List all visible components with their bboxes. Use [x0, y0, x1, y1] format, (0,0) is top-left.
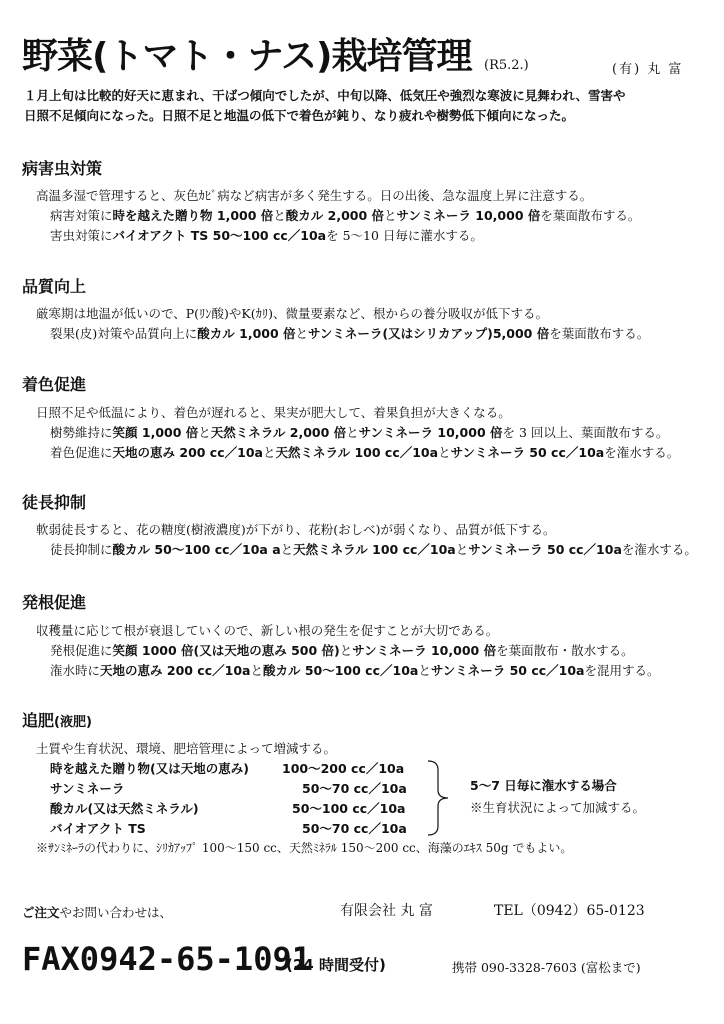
- text: を混用する。: [584, 663, 660, 678]
- intro-paragraph: [24, 86, 704, 126]
- product-tenchi: 天地の恵み 200 cc／10a: [100, 663, 251, 678]
- text: 害虫対策に: [50, 228, 113, 243]
- text: と: [262, 445, 276, 460]
- section-heading-quality: 品質向上: [22, 277, 87, 296]
- product-bioact: バイオアクト TS 50～100 cc／10a: [112, 228, 327, 243]
- text: を葉面散布する。: [540, 208, 641, 223]
- right-brace-icon: [426, 760, 450, 836]
- product-tennen-mineral: 天然ミネラル 2,000 倍: [210, 425, 347, 440]
- root-line-1: 収穫量に応じて根が衰退していくので、新しい根の発生を促すことが大切である。: [36, 623, 499, 638]
- root-line-2: [50, 641, 634, 659]
- contact-company: 有限会社 丸 富: [340, 903, 433, 919]
- product-tenchi: 天地の恵み 200 cc／10a: [112, 445, 263, 460]
- text: と: [339, 643, 353, 658]
- order-rest: やお問い合わせは、: [59, 905, 173, 920]
- fertilizer-item-name: 時を越えた贈り物(又は天地の恵み): [50, 761, 249, 776]
- pest-line-3: [50, 226, 483, 244]
- text: と: [198, 425, 211, 440]
- section-heading-color: 着色促進: [22, 375, 87, 394]
- product-egao: 笑顔 1000 倍(又は天地の恵み 500 倍): [112, 643, 340, 658]
- fertilizer-item-name: バイオアクト TS: [50, 821, 146, 836]
- product-egao: 笑顔 1,000 倍: [112, 425, 199, 440]
- text: 発根促進に: [50, 643, 113, 658]
- product-sanminera: サンミネーラ 10,000 倍: [352, 643, 497, 658]
- text: と: [346, 425, 359, 440]
- section-heading-growth: 徒長抑制: [22, 493, 87, 512]
- product-sancal: 酸カル 50～100 cc／10a a: [112, 542, 281, 557]
- text: 病害対策に: [50, 208, 113, 223]
- intro-line-2: 日照不足傾向になった。日照不足と地温の低下で着色が鈍り、なり疲れや樹勢低下傾向になった。: [24, 108, 575, 123]
- growth-line-2: [50, 540, 697, 558]
- root-line-3: [50, 661, 659, 679]
- telephone-number: TEL（0942）65-0123: [494, 903, 645, 919]
- section-heading-fertilizer: [22, 708, 92, 731]
- product-sancal: 酸カル 50～100 cc／10a: [262, 663, 419, 678]
- intro-line-1: １月上旬は比較的好天に恵まれ、干ばつ傾向でしたが、中旬以降、低気圧や強烈な寒波に見舞われ、雪害や: [24, 88, 626, 103]
- product-sanminera: サンミネーラ 10,000 倍: [396, 208, 541, 223]
- growth-line-1: 軟弱徒長すると、花の糖度(樹液濃度)が下がり、花粉(おしべ)が弱くなり、品質が低下する。: [36, 522, 556, 537]
- fertilizer-item-amount: 50～100 cc／10a: [292, 801, 406, 816]
- product-sancal: 酸カル 1,000 倍: [197, 326, 296, 341]
- section-heading-pest: 病害虫対策: [22, 159, 103, 178]
- text: と: [455, 542, 469, 557]
- text: と: [295, 326, 309, 341]
- text: を 3 回以上、葉面散布する。: [502, 425, 669, 440]
- fax-number: FAX0942-65-1091: [22, 940, 311, 978]
- fertilizer-item-name: サンミネーラ: [50, 781, 125, 796]
- text: を葉面散布する。: [549, 326, 650, 341]
- text: と: [438, 445, 451, 460]
- text: を潅水する。: [621, 542, 697, 557]
- color-line-2: [50, 423, 668, 441]
- text: を潅水する。: [604, 445, 680, 460]
- fertilizer-heading-main: 追肥: [22, 711, 55, 730]
- color-line-3: [50, 443, 679, 461]
- quality-line-1: 厳寒期は地温が低いので、P(ﾘﾝ酸)やK(ｶﾘ)、微量要素など、根からの養分吸収が低下する。: [36, 306, 549, 321]
- text: と: [273, 208, 286, 223]
- product-sanminera: サンミネーラ 50 cc／10a: [468, 542, 622, 557]
- company-name-header: (有) 丸 富: [612, 62, 684, 77]
- fertilizer-schedule: 5～7 日毎に潅水する場合: [470, 778, 617, 793]
- text: 着色促進に: [50, 445, 113, 460]
- fertilizer-item-name: 酸カル(又は天然ミネラル): [50, 801, 199, 816]
- text: 樹勢維持に: [50, 425, 113, 440]
- section-heading-root: 発根促進: [22, 593, 87, 612]
- pest-line-1: 高温多湿で管理すると、灰色ｶﾋﾞ病など病害が多く発生する。日の出後、急な温度上昇に注意する。: [36, 188, 593, 203]
- product-sanminera: サンミネーラ(又はシリカアップ)5,000 倍: [308, 326, 550, 341]
- product-sanminera: サンミネーラ 10,000 倍: [358, 425, 503, 440]
- text: と: [384, 208, 397, 223]
- text: と: [418, 663, 431, 678]
- pest-line-2: [50, 206, 640, 224]
- fertilizer-heading-sub: (液肥): [54, 715, 92, 730]
- text: と: [250, 663, 263, 678]
- text: を 5～10 日毎に灌水する。: [326, 228, 483, 243]
- quality-line-2: [50, 324, 649, 342]
- fax-hours-note: (24 時間受付): [286, 956, 386, 974]
- color-line-1: 日照不足や低温により、着色が遅れると、果実が肥大して、着果負担が大きくなる。: [36, 405, 511, 420]
- fertilizer-line-1: 土質や生育状況、環境、肥培管理によって増減する。: [36, 741, 337, 756]
- mobile-number: 携帯 090-3328-7603 (富松まで): [452, 960, 641, 975]
- fertilizer-footnote: ※ｻﾝﾐﾈｰﾗの代わりに、ｼﾘｶｱｯﾌﾟ 100～150 cc、天然ﾐﾈﾗﾙ 150～200 cc、海藻のｴｷｽ 50g でもよい。: [36, 841, 573, 855]
- product-tennen-mineral: 天然ミネラル 100 cc／10a: [293, 542, 456, 557]
- page-title: 野菜(トマト・ナス)栽培管理: [22, 36, 472, 77]
- order-label: ご注文: [22, 905, 60, 920]
- fertilizer-item-amount: 50～70 cc／10a: [302, 781, 407, 796]
- text: と: [280, 542, 294, 557]
- text: 徒長抑制に: [50, 542, 113, 557]
- product-okurimono: 時を越えた贈り物 1,000 倍: [112, 208, 274, 223]
- text: 潅水時に: [50, 663, 101, 678]
- order-text: [22, 903, 172, 921]
- product-sancal: 酸カル 2,000 倍: [285, 208, 385, 223]
- fertilizer-item-amount: 100～200 cc／10a: [282, 761, 405, 776]
- issue-date: (R5.2.): [484, 58, 529, 73]
- text: 裂果(皮)対策や品質向上に: [50, 326, 198, 341]
- product-tennen-mineral: 天然ミネラル 100 cc／10a: [275, 445, 439, 460]
- fertilizer-schedule-note: ※生育状況によって加減する。: [470, 800, 646, 815]
- text: を葉面散布・散水する。: [496, 643, 634, 658]
- product-sanminera: サンミネーラ 50 cc／10a: [430, 663, 585, 678]
- fertilizer-item-amount: 50～70 cc／10a: [302, 821, 407, 836]
- product-sanminera: サンミネーラ 50 cc／10a: [450, 445, 605, 460]
